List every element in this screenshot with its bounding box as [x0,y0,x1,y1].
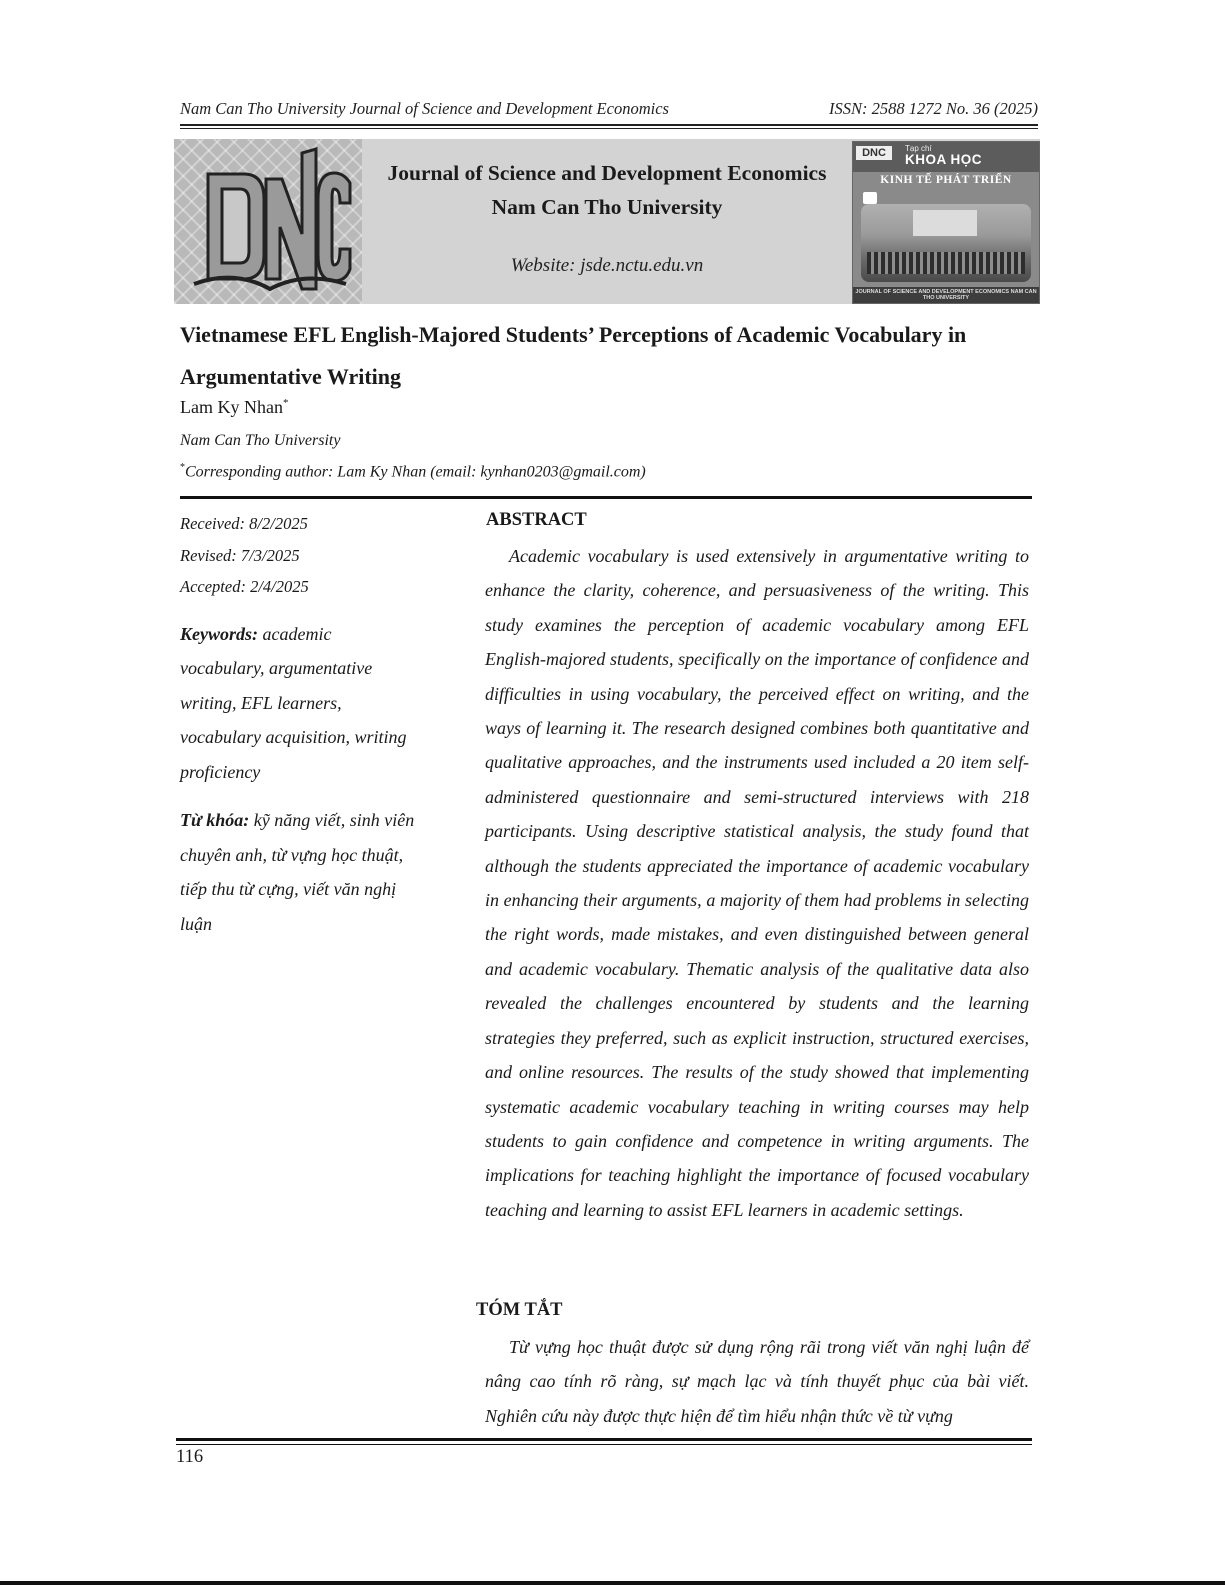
tom-tat-heading: TÓM TẮT [476,1300,563,1320]
running-header [180,99,1038,121]
page-bottom-edge [0,1581,1225,1585]
footer-rule [176,1438,1032,1441]
banner-website: Website: jsde.nctu.edu.vn [510,255,704,276]
author-name: Lam Ky Nhan [180,397,283,417]
corresponding-author: Corresponding author: Lam Ky Nhan (email: kynhan0203@gmail.com) [185,463,646,481]
banner-journal-title: Journal of Science and Development Economics [387,161,827,185]
cover-photo [861,204,1031,282]
header-rule [180,124,1038,126]
revised-date: Revised: 7/3/2025 [180,545,300,565]
journal-name: Nam Can Tho University Journal of Science and Development Economics [180,99,669,118]
page-number: 116 [176,1447,204,1467]
journal-banner [174,139,1040,304]
journal-cover-image [852,141,1040,304]
article-info-column [180,508,420,941]
tu-khoa-label: Từ khóa: [180,810,250,830]
keywords-block [180,617,420,790]
dnc-logo-icon [174,139,362,304]
received-date: Received: 8/2/2025 [180,514,308,533]
dnc-logo [174,139,362,304]
banner-university: Nam Can Tho University [491,195,723,219]
cover-logo: DNC [856,146,892,160]
accepted-date: Accepted: 2/4/2025 [180,577,309,596]
cover-photo-screen [913,210,977,236]
author-mark: * [282,397,289,409]
header-rule-thin [180,128,1038,129]
abstract-text: Academic vocabulary is used extensively in argumentative writing to enhance the clarity, coherence, and persuasiveness of the writing. This study examines the perception of academic vocabulary among EFL English-majored students, specifically on the importance of confidence and difficulties in using vocabulary, the perceived effect on writing, and the ways of learning it. The research designed combines both quantitative and qualitative approaches, and the instruments used included a 20 item self-administered questionnaire and semi-structured interviews with 218 participants. Using descriptive statistical analysis, the study found that although the students appreciated the importance of academic vocabulary in enhancing their arguments, a majority of them had problems in selecting the right words, made mistakes, and even distinguished between general and academic vocabulary. Thematic analysis of the qualitative data also revealed the challenges encountered by students and the learning strategies they preferred, such as explicit instruction, structured exercises, and online resources. The results of the study showed that implementing systematic academic vocabulary teaching in writing courses may help students to gain confidence and competence in writing arguments. The implications for teaching highlight the importance of focused vocabulary teaching and learning to assist EFL learners in academic settings. [485,546,1029,1220]
cover-small-label: Tạp chí [905,144,932,153]
tu-khoa-text: kỹ năng viết, sinh viên chuyên anh, từ vựng học thuật, tiếp thu từ cựng, viết văn nghị luận [180,810,415,934]
cover-bottom-text: JOURNAL OF SCIENCE AND DEVELOPMENT ECONOMICS NAM CAN THO UNIVERSITY [855,289,1037,301]
footer-rule-thin [176,1444,1032,1445]
tom-tat-text: Từ vựng học thuật được sử dụng rộng rãi trong viết văn nghị luận để nâng cao tính rõ ràng, sự mạch lạc và tính thuyết phục của bài viết. Nghiên cứu này được thực hiện để tìm hiểu nhận thức về từ vựng [485,1337,1029,1426]
keywords-text: academic vocabulary, argumentative writing, EFL learners, vocabulary acquisition, writing proficiency [180,623,407,782]
cover-badge [863,192,877,204]
cover-title-kinh-te: KINH TẾ PHÁT TRIỂN [880,174,1012,186]
keywords-label: Keywords: [180,623,258,644]
abstract-heading: ABSTRACT [486,510,587,530]
article-title: Vietnamese EFL English-Majored Students’ Perceptions of Academic Vocabulary in Argumentative Writing [180,322,967,389]
author-line [180,397,288,418]
affiliation: Nam Can Tho University [180,432,341,449]
corresponding-mark: * [180,462,185,473]
cover-photo-people [867,252,1025,274]
tu-khoa-block [180,803,420,941]
title-divider [180,496,1032,499]
corresponding-author-line [180,462,646,481]
cover-title-khoa-hoc: KHOA HỌC [905,152,982,167]
issn-issue: ISSN: 2588 1272 No. 36 (2025) [829,99,1038,118]
